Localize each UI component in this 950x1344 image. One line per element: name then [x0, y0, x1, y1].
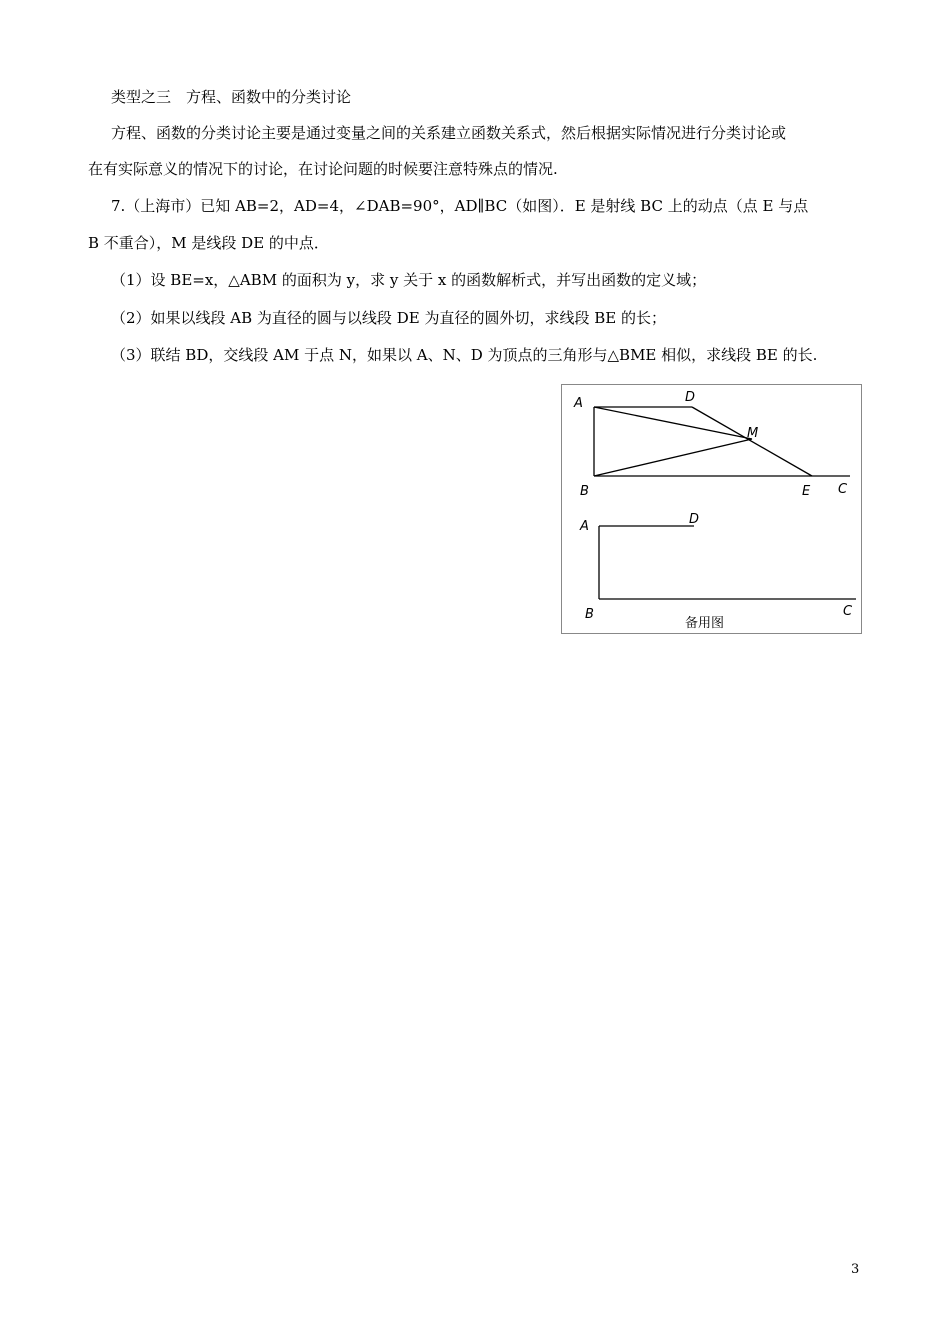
backup-label-a: A: [580, 519, 589, 534]
backup-label-b: B: [585, 607, 594, 622]
label-b: B: [580, 484, 589, 499]
label-m: M: [747, 426, 759, 441]
backup-caption: 备用图: [685, 616, 725, 631]
segment-bm: [594, 439, 752, 476]
problem-line-2: B 不重合），M 是线段 DE 的中点．: [88, 234, 329, 252]
geometry-figure-svg: [562, 385, 861, 633]
segment-am: [594, 407, 752, 439]
backup-label-d: D: [689, 512, 700, 527]
intro-line-2: 在有实际意义的情况下的讨论，在讨论问题的时候要注意特殊点的情况.: [88, 160, 558, 178]
problem-line-1: 7.（上海市）已知 AB=2，AD=4，∠DAB=90°，AD∥BC（如图）．E 是射线 BC 上的动点（点 E 与点: [111, 197, 809, 215]
label-e: E: [802, 484, 811, 499]
label-d: D: [685, 390, 696, 405]
page-number: 3: [851, 1262, 860, 1277]
label-c: C: [838, 482, 848, 497]
backup-label-c: C: [843, 604, 853, 619]
section-heading: 类型之三 方程、函数中的分类讨论: [111, 88, 352, 106]
segment-de: [692, 407, 812, 476]
problem-part-2: （2）如果以线段 AB 为直径的圆与以线段 DE 为直径的圆外切，求线段 BE 的长；: [111, 309, 666, 327]
intro-line-1: 方程、函数的分类讨论主要是通过变量之间的关系建立函数关系式，然后根据实际情况进行分类讨论或: [111, 124, 787, 142]
problem-part-1: （1）设 BE=x，△ABM 的面积为 y，求 y 关于 x 的函数解析式，并写出函数的定义域；: [111, 271, 707, 289]
label-a: A: [574, 396, 583, 411]
problem-part-3: （3）联结 BD，交线段 AM 于点 N，如果以 A、N、D 为顶点的三角形与△BME 相似，求线段 BE 的长.: [111, 346, 818, 364]
geometry-figure: [561, 384, 862, 634]
